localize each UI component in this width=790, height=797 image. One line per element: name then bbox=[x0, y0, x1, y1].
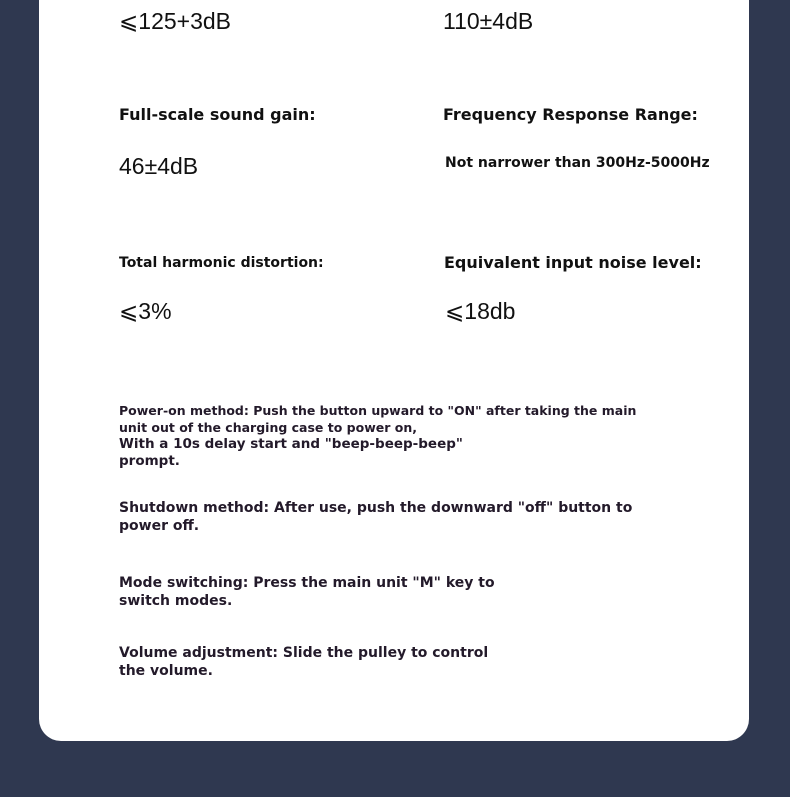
power-on-line: With a 10s delay start and "beep-beep-beep" bbox=[119, 436, 463, 452]
thd-value: ⩽3% bbox=[119, 298, 172, 324]
shutdown-instructions bbox=[119, 499, 632, 535]
volume-line: Volume adjustment: Slide the pulley to control bbox=[119, 645, 489, 661]
thd-label: Total harmonic distortion: bbox=[119, 255, 324, 271]
mode-instructions bbox=[119, 574, 495, 610]
gain-value: 46±4dB bbox=[119, 153, 199, 179]
content-card bbox=[39, 0, 749, 741]
mode-line: switch modes. bbox=[119, 593, 233, 609]
volume-instructions bbox=[119, 644, 488, 680]
power-on-line: prompt. bbox=[119, 453, 180, 469]
top-right-value: 110±4dB bbox=[443, 8, 534, 34]
frequency-label: Frequency Response Range: bbox=[443, 105, 698, 124]
top-left-value: ⩽125+3dB bbox=[119, 8, 232, 34]
shutdown-line: power off. bbox=[119, 518, 200, 534]
power-on-line: unit out of the charging case to power on, bbox=[119, 420, 417, 435]
gain-label: Full-scale sound gain: bbox=[119, 105, 316, 124]
power-on-instructions bbox=[119, 403, 636, 470]
shutdown-line: Shutdown method: After use, push the downward "off" button to bbox=[119, 500, 633, 516]
noise-value: ⩽18db bbox=[445, 298, 516, 324]
mode-line: Mode switching: Press the main unit "M" key to bbox=[119, 575, 495, 591]
frequency-value: Not narrower than 300Hz-5000Hz bbox=[445, 155, 710, 171]
volume-line: the volume. bbox=[119, 663, 213, 679]
power-on-line: Power-on method: Push the button upward to "ON" after taking the main bbox=[119, 403, 637, 418]
noise-label: Equivalent input noise level: bbox=[444, 253, 702, 272]
